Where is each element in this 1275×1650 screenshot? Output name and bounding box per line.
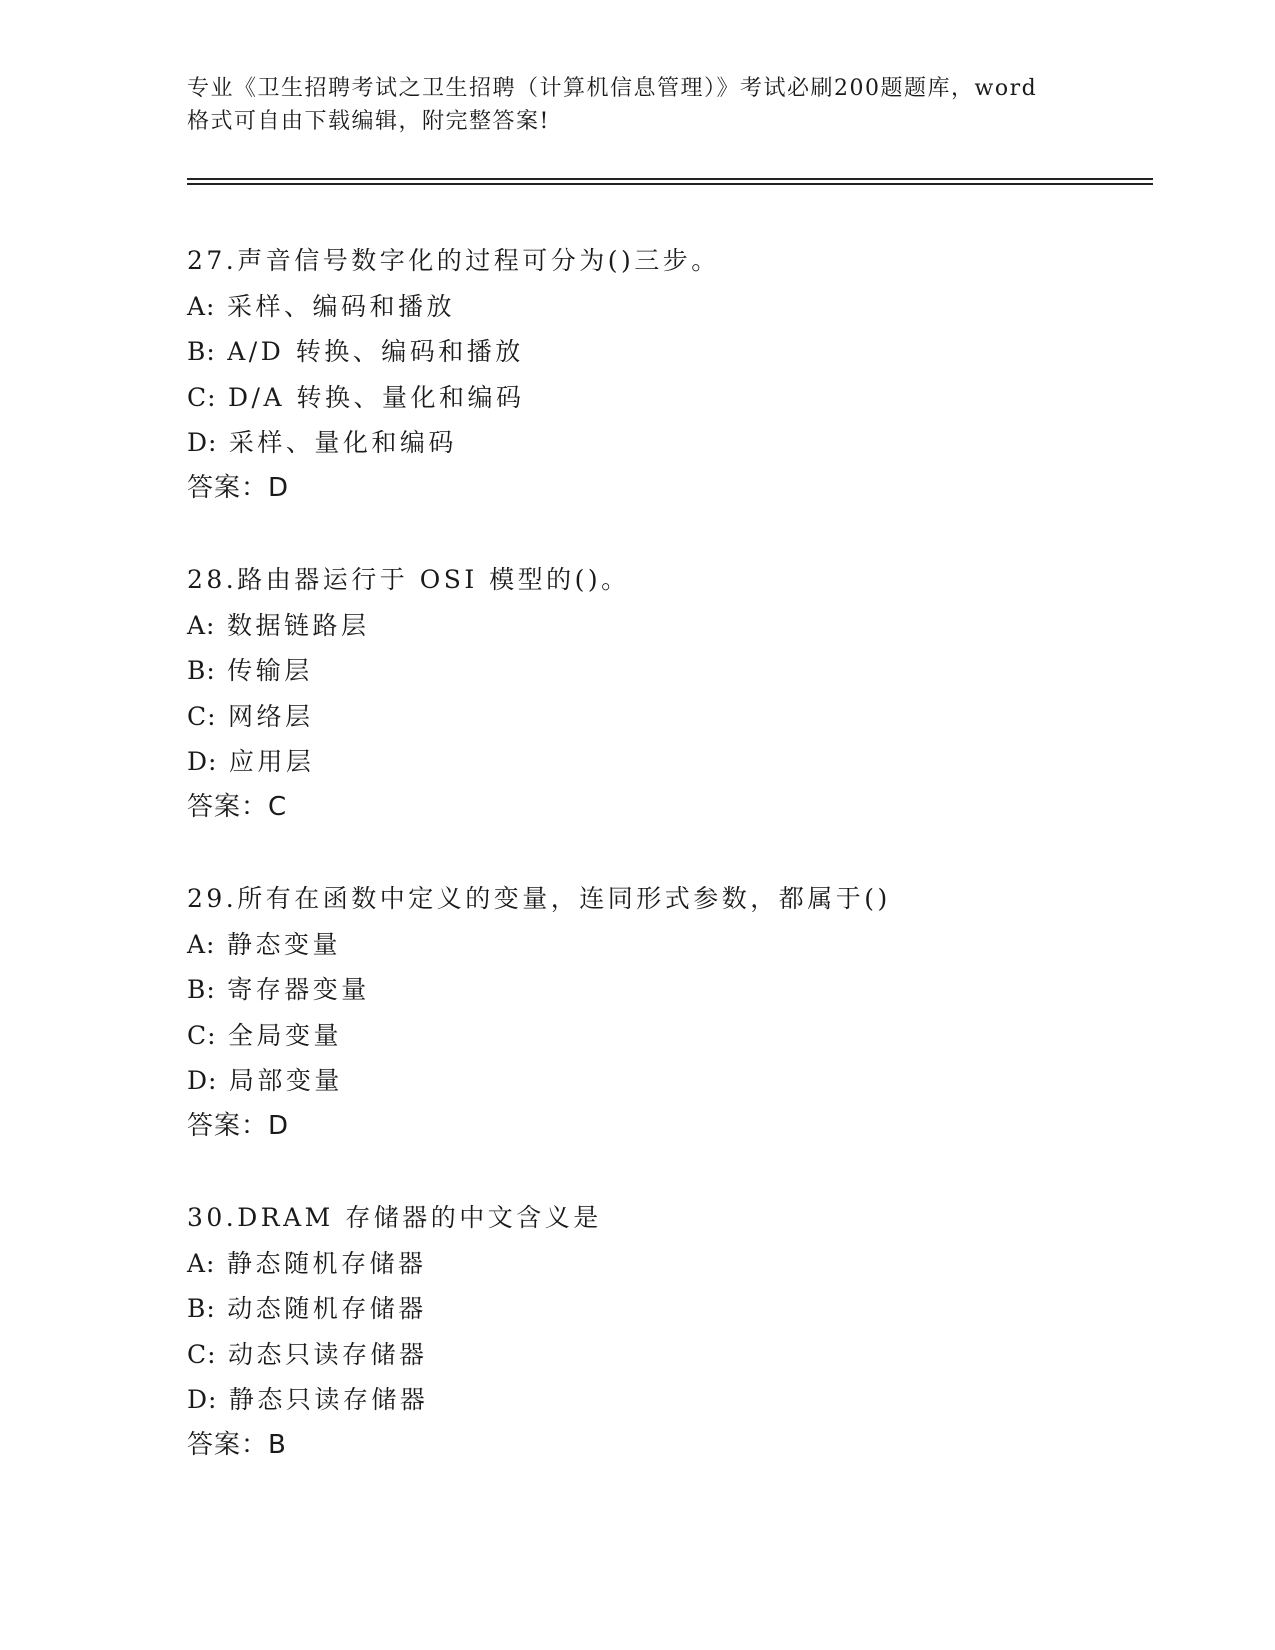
option-letter: D:: [187, 747, 218, 776]
document-header: [187, 72, 1087, 138]
option-text: 静态只读存储器: [228, 1385, 429, 1414]
option-b: [187, 967, 1147, 1013]
option-text: D/A 转换、量化和编码: [228, 382, 525, 412]
option-d: [187, 1377, 1147, 1423]
option-letter: C:: [187, 382, 217, 412]
header-rule-top: [187, 178, 1153, 180]
option-text: 采样、编码和播放: [226, 291, 455, 321]
option-letter: B:: [187, 656, 216, 685]
option-c: [187, 694, 1147, 740]
question-30: [187, 1195, 1147, 1468]
answer-line: 答案：B: [187, 1429, 287, 1460]
answer-line: 答案：C: [187, 791, 288, 822]
question-stem: 30.DRAM 存储器的中文含义是: [187, 1203, 602, 1232]
option-text: 动态随机存储器: [227, 1294, 427, 1323]
option-text: 静态随机存储器: [226, 1248, 427, 1278]
option-letter: A:: [187, 291, 216, 321]
option-letter: C:: [187, 701, 217, 731]
option-d: [187, 420, 1147, 466]
question-28: [187, 557, 1147, 830]
header-line-1: 专业《卫生招聘考试之卫生招聘（计算机信息管理）》考试必刷200题题库，word: [187, 76, 1038, 101]
option-text: A/D 转换、编码和播放: [227, 337, 524, 366]
option-text: 寄存器变量: [227, 975, 370, 1004]
option-text: 应用层: [228, 747, 315, 776]
header-line-2: 格式可自由下载编辑，附完整答案!: [187, 109, 550, 134]
option-letter: B:: [187, 975, 216, 1004]
option-letter: D:: [187, 428, 218, 457]
option-letter: B:: [187, 1294, 216, 1323]
option-letter: A:: [187, 610, 216, 640]
option-letter: A:: [187, 929, 216, 959]
option-text: 全局变量: [228, 1020, 343, 1050]
question-stem: 27.声音信号数字化的过程可分为()三步。: [187, 246, 720, 275]
option-letter: D:: [187, 1385, 218, 1414]
option-a: [187, 284, 1147, 330]
option-d: [187, 1058, 1147, 1104]
option-c: [187, 1013, 1147, 1059]
option-a: [187, 922, 1147, 968]
question-stem: 29.所有在函数中定义的变量，连同形式参数，都属于(): [187, 884, 891, 913]
option-text: 网络层: [228, 701, 314, 731]
option-b: [187, 1286, 1147, 1332]
option-d: [187, 739, 1147, 785]
option-text: 数据链路层: [226, 610, 370, 640]
option-c: [187, 375, 1147, 421]
option-a: [187, 603, 1147, 649]
option-text: 静态变量: [226, 929, 341, 959]
option-text: 传输层: [227, 656, 313, 685]
header-rule-bottom: [187, 183, 1153, 185]
question-stem: 28.路由器运行于 OSI 模型的()。: [187, 565, 630, 594]
option-b: [187, 648, 1147, 694]
option-text: 局部变量: [228, 1066, 343, 1095]
option-letter: C:: [187, 1020, 217, 1050]
option-letter: D:: [187, 1066, 218, 1095]
answer-line: 答案：D: [187, 472, 290, 503]
option-letter: B:: [187, 337, 216, 366]
option-a: [187, 1241, 1147, 1287]
option-c: [187, 1332, 1147, 1378]
question-27: [187, 238, 1147, 511]
option-letter: C:: [187, 1339, 217, 1369]
answer-line: 答案：D: [187, 1110, 290, 1141]
option-text: 采样、量化和编码: [228, 428, 457, 457]
option-text: 动态只读存储器: [228, 1339, 428, 1369]
option-b: [187, 329, 1147, 375]
option-letter: A:: [187, 1248, 216, 1278]
question-29: [187, 876, 1147, 1149]
